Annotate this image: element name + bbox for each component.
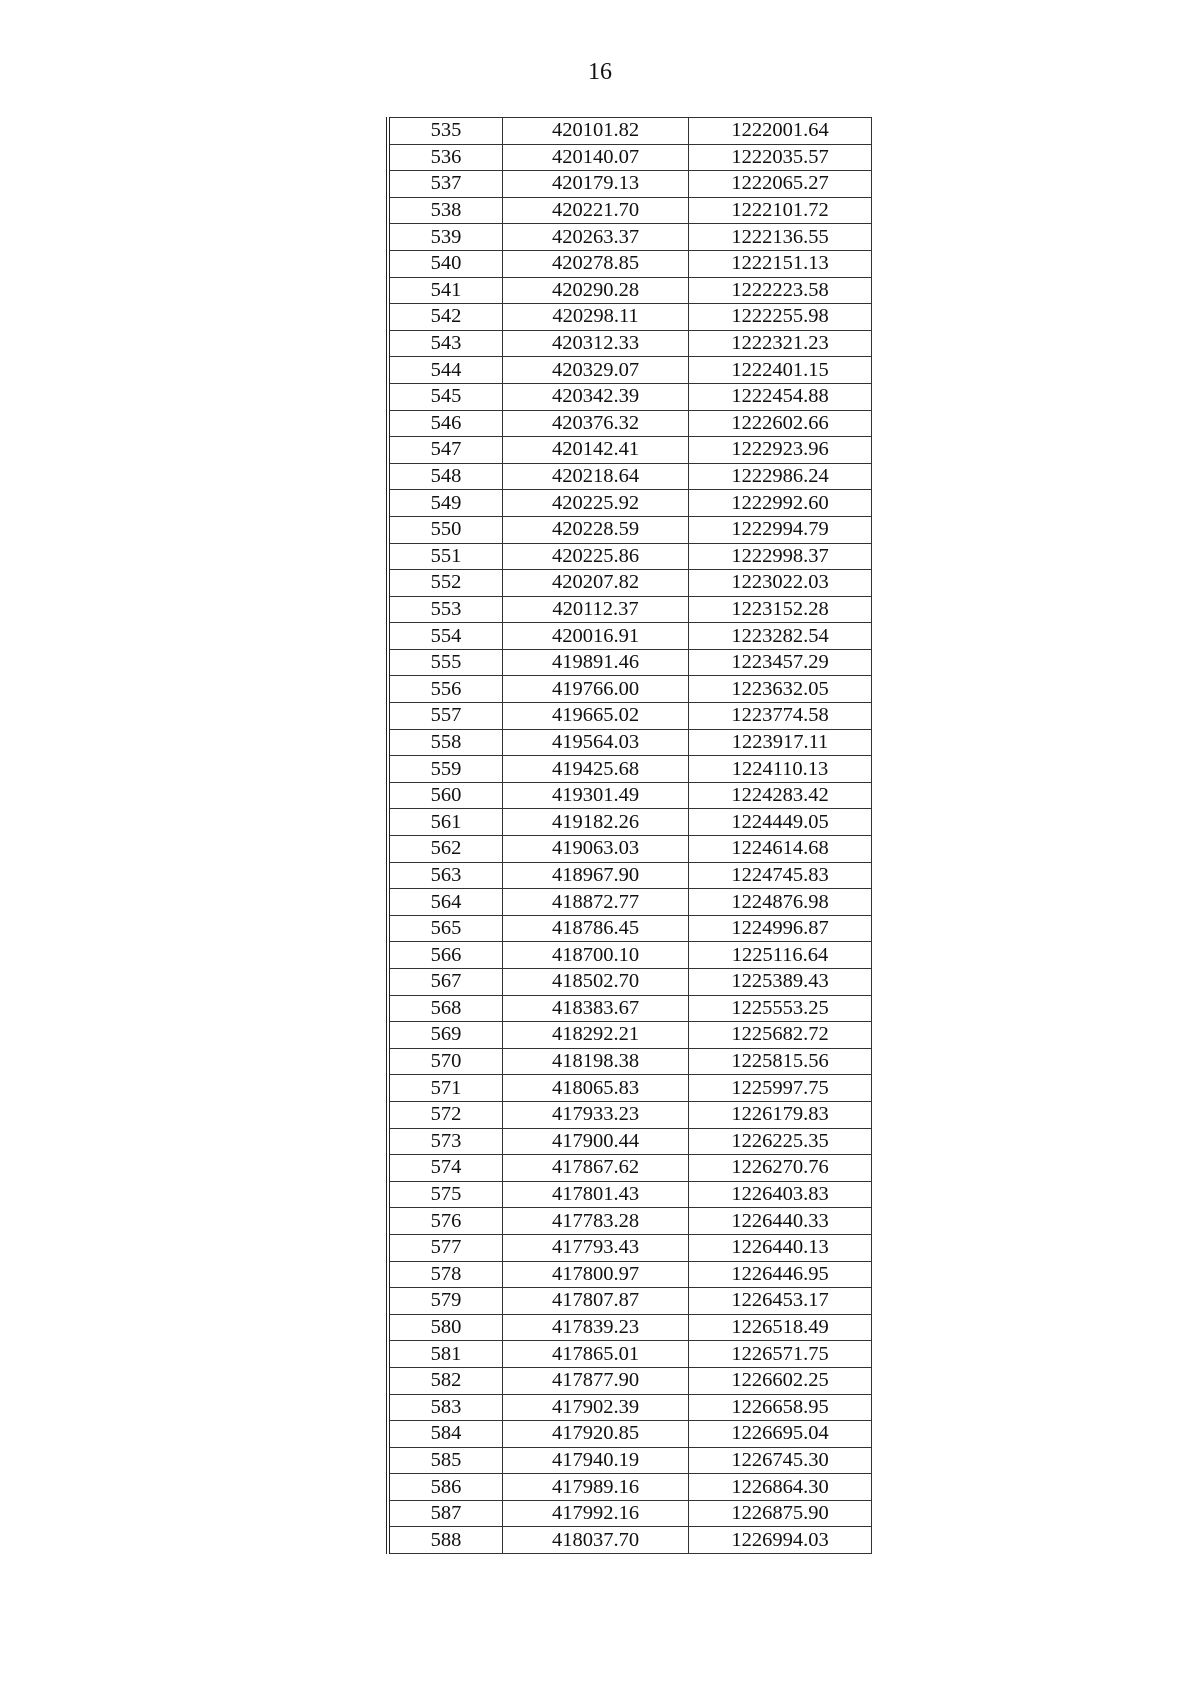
- table-row: [388, 516, 872, 543]
- point-number-cell: 568: [388, 995, 503, 1022]
- x-coordinate-cell: 417867.62: [503, 1155, 689, 1182]
- table-row: [388, 836, 872, 863]
- table-row: [388, 1181, 872, 1208]
- y-coordinate-cell: 1222136.55: [689, 224, 872, 251]
- point-number-cell: 575: [388, 1181, 503, 1208]
- x-coordinate-cell: 420312.33: [503, 330, 689, 357]
- table-row: [388, 1474, 872, 1501]
- x-coordinate-cell: 418872.77: [503, 889, 689, 916]
- table-row: [388, 1048, 872, 1075]
- point-number-cell: 542: [388, 304, 503, 331]
- table-row: [388, 1261, 872, 1288]
- point-number-cell: 563: [388, 862, 503, 889]
- point-number-cell: 558: [388, 729, 503, 756]
- x-coordinate-cell: 418292.21: [503, 1022, 689, 1049]
- table-row: [388, 729, 872, 756]
- x-coordinate-cell: 419766.00: [503, 676, 689, 703]
- table-row: [388, 809, 872, 836]
- table-row: [388, 1341, 872, 1368]
- point-number-cell: 538: [388, 197, 503, 224]
- point-number-cell: 541: [388, 277, 503, 304]
- table-row: [388, 197, 872, 224]
- point-number-cell: 580: [388, 1314, 503, 1341]
- point-number-cell: 546: [388, 410, 503, 437]
- point-number-cell: 561: [388, 809, 503, 836]
- y-coordinate-cell: 1226658.95: [689, 1394, 872, 1421]
- point-number-cell: 556: [388, 676, 503, 703]
- point-number-cell: 583: [388, 1394, 503, 1421]
- x-coordinate-cell: 420101.82: [503, 118, 689, 145]
- y-coordinate-cell: 1226453.17: [689, 1288, 872, 1315]
- x-coordinate-cell: 419063.03: [503, 836, 689, 863]
- y-coordinate-cell: 1222321.23: [689, 330, 872, 357]
- table-row: [388, 1500, 872, 1527]
- x-coordinate-cell: 417793.43: [503, 1234, 689, 1261]
- table-row: [388, 410, 872, 437]
- point-number-cell: 565: [388, 915, 503, 942]
- table-row: [388, 1155, 872, 1182]
- x-coordinate-cell: 420221.70: [503, 197, 689, 224]
- y-coordinate-cell: 1224876.98: [689, 889, 872, 916]
- table-row: [388, 649, 872, 676]
- y-coordinate-cell: 1226695.04: [689, 1421, 872, 1448]
- x-coordinate-cell: 417800.97: [503, 1261, 689, 1288]
- x-coordinate-cell: 420278.85: [503, 250, 689, 277]
- table-row: [388, 862, 872, 889]
- point-number-cell: 574: [388, 1155, 503, 1182]
- x-coordinate-cell: 417801.43: [503, 1181, 689, 1208]
- x-coordinate-cell: 418037.70: [503, 1527, 689, 1554]
- table-row: [388, 330, 872, 357]
- x-coordinate-cell: 420228.59: [503, 516, 689, 543]
- point-number-cell: 572: [388, 1101, 503, 1128]
- y-coordinate-cell: 1226440.13: [689, 1234, 872, 1261]
- x-coordinate-cell: 420016.91: [503, 623, 689, 650]
- y-coordinate-cell: 1226602.25: [689, 1367, 872, 1394]
- point-number-cell: 550: [388, 516, 503, 543]
- y-coordinate-cell: 1222223.58: [689, 277, 872, 304]
- y-coordinate-cell: 1225682.72: [689, 1022, 872, 1049]
- table-row: [388, 889, 872, 916]
- point-number-cell: 562: [388, 836, 503, 863]
- table-row: [388, 596, 872, 623]
- y-coordinate-cell: 1223457.29: [689, 649, 872, 676]
- table-row: [388, 1314, 872, 1341]
- y-coordinate-cell: 1222986.24: [689, 463, 872, 490]
- table-row: [388, 995, 872, 1022]
- table-row: [388, 250, 872, 277]
- table-row: [388, 703, 872, 730]
- table-row: [388, 1101, 872, 1128]
- y-coordinate-cell: 1226403.83: [689, 1181, 872, 1208]
- point-number-cell: 560: [388, 782, 503, 809]
- point-number-cell: 539: [388, 224, 503, 251]
- y-coordinate-cell: 1222401.15: [689, 357, 872, 384]
- point-number-cell: 566: [388, 942, 503, 969]
- y-coordinate-cell: 1222998.37: [689, 543, 872, 570]
- y-coordinate-cell: 1222001.64: [689, 118, 872, 145]
- point-number-cell: 584: [388, 1421, 503, 1448]
- x-coordinate-cell: 419182.26: [503, 809, 689, 836]
- x-coordinate-cell: 417865.01: [503, 1341, 689, 1368]
- point-number-cell: 588: [388, 1527, 503, 1554]
- table-row: [388, 1421, 872, 1448]
- x-coordinate-cell: 418198.38: [503, 1048, 689, 1075]
- point-number-cell: 547: [388, 437, 503, 464]
- x-coordinate-cell: 417783.28: [503, 1208, 689, 1235]
- point-number-cell: 567: [388, 969, 503, 996]
- table-row: [388, 623, 872, 650]
- y-coordinate-cell: 1222923.96: [689, 437, 872, 464]
- x-coordinate-cell: 418786.45: [503, 915, 689, 942]
- table-row: [388, 969, 872, 996]
- table-row: [388, 171, 872, 198]
- y-coordinate-cell: 1222602.66: [689, 410, 872, 437]
- point-number-cell: 553: [388, 596, 503, 623]
- y-coordinate-cell: 1224110.13: [689, 756, 872, 783]
- table-row: [388, 782, 872, 809]
- x-coordinate-cell: 420263.37: [503, 224, 689, 251]
- coordinates-table: [386, 117, 872, 1554]
- table-row: [388, 1234, 872, 1261]
- x-coordinate-cell: 419301.49: [503, 782, 689, 809]
- point-number-cell: 551: [388, 543, 503, 570]
- table-row: [388, 1075, 872, 1102]
- x-coordinate-cell: 417807.87: [503, 1288, 689, 1315]
- table-row: [388, 1527, 872, 1554]
- y-coordinate-cell: 1226571.75: [689, 1341, 872, 1368]
- point-number-cell: 579: [388, 1288, 503, 1315]
- x-coordinate-cell: 418065.83: [503, 1075, 689, 1102]
- table-row: [388, 1447, 872, 1474]
- point-number-cell: 537: [388, 171, 503, 198]
- table-row: [388, 1288, 872, 1315]
- y-coordinate-cell: 1225116.64: [689, 942, 872, 969]
- x-coordinate-cell: 420225.86: [503, 543, 689, 570]
- y-coordinate-cell: 1226225.35: [689, 1128, 872, 1155]
- x-coordinate-cell: 420140.07: [503, 144, 689, 171]
- x-coordinate-cell: 420329.07: [503, 357, 689, 384]
- point-number-cell: 540: [388, 250, 503, 277]
- y-coordinate-cell: 1226179.83: [689, 1101, 872, 1128]
- x-coordinate-cell: 420207.82: [503, 570, 689, 597]
- table-row: [388, 304, 872, 331]
- table-row: [388, 224, 872, 251]
- y-coordinate-cell: 1224614.68: [689, 836, 872, 863]
- table-row: [388, 756, 872, 783]
- point-number-cell: 548: [388, 463, 503, 490]
- point-number-cell: 536: [388, 144, 503, 171]
- table-row: [388, 357, 872, 384]
- table-row: [388, 1022, 872, 1049]
- x-coordinate-cell: 417839.23: [503, 1314, 689, 1341]
- x-coordinate-cell: 420179.13: [503, 171, 689, 198]
- x-coordinate-cell: 418383.67: [503, 995, 689, 1022]
- table-row: [388, 463, 872, 490]
- table-row: [388, 915, 872, 942]
- x-coordinate-cell: 417992.16: [503, 1500, 689, 1527]
- point-number-cell: 582: [388, 1367, 503, 1394]
- x-coordinate-cell: 418700.10: [503, 942, 689, 969]
- point-number-cell: 557: [388, 703, 503, 730]
- x-coordinate-cell: 420218.64: [503, 463, 689, 490]
- table-row: [388, 1208, 872, 1235]
- table-row: [388, 570, 872, 597]
- point-number-cell: 555: [388, 649, 503, 676]
- point-number-cell: 585: [388, 1447, 503, 1474]
- table-row: [388, 1367, 872, 1394]
- point-number-cell: 549: [388, 490, 503, 517]
- x-coordinate-cell: 418967.90: [503, 862, 689, 889]
- point-number-cell: 535: [388, 118, 503, 145]
- x-coordinate-cell: 420142.41: [503, 437, 689, 464]
- y-coordinate-cell: 1223152.28: [689, 596, 872, 623]
- x-coordinate-cell: 419425.68: [503, 756, 689, 783]
- y-coordinate-cell: 1226446.95: [689, 1261, 872, 1288]
- y-coordinate-cell: 1225997.75: [689, 1075, 872, 1102]
- x-coordinate-cell: 417900.44: [503, 1128, 689, 1155]
- y-coordinate-cell: 1226864.30: [689, 1474, 872, 1501]
- point-number-cell: 577: [388, 1234, 503, 1261]
- y-coordinate-cell: 1223632.05: [689, 676, 872, 703]
- y-coordinate-cell: 1226440.33: [689, 1208, 872, 1235]
- x-coordinate-cell: 418502.70: [503, 969, 689, 996]
- x-coordinate-cell: 420112.37: [503, 596, 689, 623]
- x-coordinate-cell: 417933.23: [503, 1101, 689, 1128]
- y-coordinate-cell: 1224283.42: [689, 782, 872, 809]
- point-number-cell: 578: [388, 1261, 503, 1288]
- x-coordinate-cell: 417902.39: [503, 1394, 689, 1421]
- y-coordinate-cell: 1226518.49: [689, 1314, 872, 1341]
- y-coordinate-cell: 1224745.83: [689, 862, 872, 889]
- point-number-cell: 544: [388, 357, 503, 384]
- point-number-cell: 573: [388, 1128, 503, 1155]
- y-coordinate-cell: 1226875.90: [689, 1500, 872, 1527]
- table-row: [388, 383, 872, 410]
- table-row: [388, 437, 872, 464]
- y-coordinate-cell: 1225815.56: [689, 1048, 872, 1075]
- y-coordinate-cell: 1223282.54: [689, 623, 872, 650]
- x-coordinate-cell: 417877.90: [503, 1367, 689, 1394]
- y-coordinate-cell: 1222994.79: [689, 516, 872, 543]
- table-row: [388, 1128, 872, 1155]
- table-row: [388, 144, 872, 171]
- y-coordinate-cell: 1222151.13: [689, 250, 872, 277]
- page-number: 16: [588, 59, 612, 85]
- y-coordinate-cell: 1223917.11: [689, 729, 872, 756]
- y-coordinate-cell: 1226745.30: [689, 1447, 872, 1474]
- point-number-cell: 586: [388, 1474, 503, 1501]
- point-number-cell: 554: [388, 623, 503, 650]
- point-number-cell: 581: [388, 1341, 503, 1368]
- x-coordinate-cell: 417940.19: [503, 1447, 689, 1474]
- x-coordinate-cell: 420298.11: [503, 304, 689, 331]
- point-number-cell: 587: [388, 1500, 503, 1527]
- x-coordinate-cell: 420376.32: [503, 410, 689, 437]
- y-coordinate-cell: 1224996.87: [689, 915, 872, 942]
- point-number-cell: 564: [388, 889, 503, 916]
- y-coordinate-cell: 1224449.05: [689, 809, 872, 836]
- y-coordinate-cell: 1222454.88: [689, 383, 872, 410]
- x-coordinate-cell: 419665.02: [503, 703, 689, 730]
- y-coordinate-cell: 1223022.03: [689, 570, 872, 597]
- table-row: [388, 118, 872, 145]
- table-row: [388, 277, 872, 304]
- point-number-cell: 576: [388, 1208, 503, 1235]
- table-row: [388, 942, 872, 969]
- y-coordinate-cell: 1222065.27: [689, 171, 872, 198]
- table-row: [388, 543, 872, 570]
- point-number-cell: 543: [388, 330, 503, 357]
- x-coordinate-cell: 420225.92: [503, 490, 689, 517]
- y-coordinate-cell: 1225553.25: [689, 995, 872, 1022]
- y-coordinate-cell: 1222992.60: [689, 490, 872, 517]
- y-coordinate-cell: 1222035.57: [689, 144, 872, 171]
- table-row: [388, 490, 872, 517]
- x-coordinate-cell: 420342.39: [503, 383, 689, 410]
- point-number-cell: 571: [388, 1075, 503, 1102]
- coordinates-table-body: [388, 118, 872, 1554]
- y-coordinate-cell: 1226270.76: [689, 1155, 872, 1182]
- y-coordinate-cell: 1226994.03: [689, 1527, 872, 1554]
- x-coordinate-cell: 419891.46: [503, 649, 689, 676]
- y-coordinate-cell: 1222101.72: [689, 197, 872, 224]
- point-number-cell: 570: [388, 1048, 503, 1075]
- x-coordinate-cell: 419564.03: [503, 729, 689, 756]
- x-coordinate-cell: 420290.28: [503, 277, 689, 304]
- point-number-cell: 559: [388, 756, 503, 783]
- point-number-cell: 545: [388, 383, 503, 410]
- x-coordinate-cell: 417989.16: [503, 1474, 689, 1501]
- y-coordinate-cell: 1225389.43: [689, 969, 872, 996]
- table-row: [388, 1394, 872, 1421]
- y-coordinate-cell: 1222255.98: [689, 304, 872, 331]
- point-number-cell: 569: [388, 1022, 503, 1049]
- x-coordinate-cell: 417920.85: [503, 1421, 689, 1448]
- table-row: [388, 676, 872, 703]
- point-number-cell: 552: [388, 570, 503, 597]
- y-coordinate-cell: 1223774.58: [689, 703, 872, 730]
